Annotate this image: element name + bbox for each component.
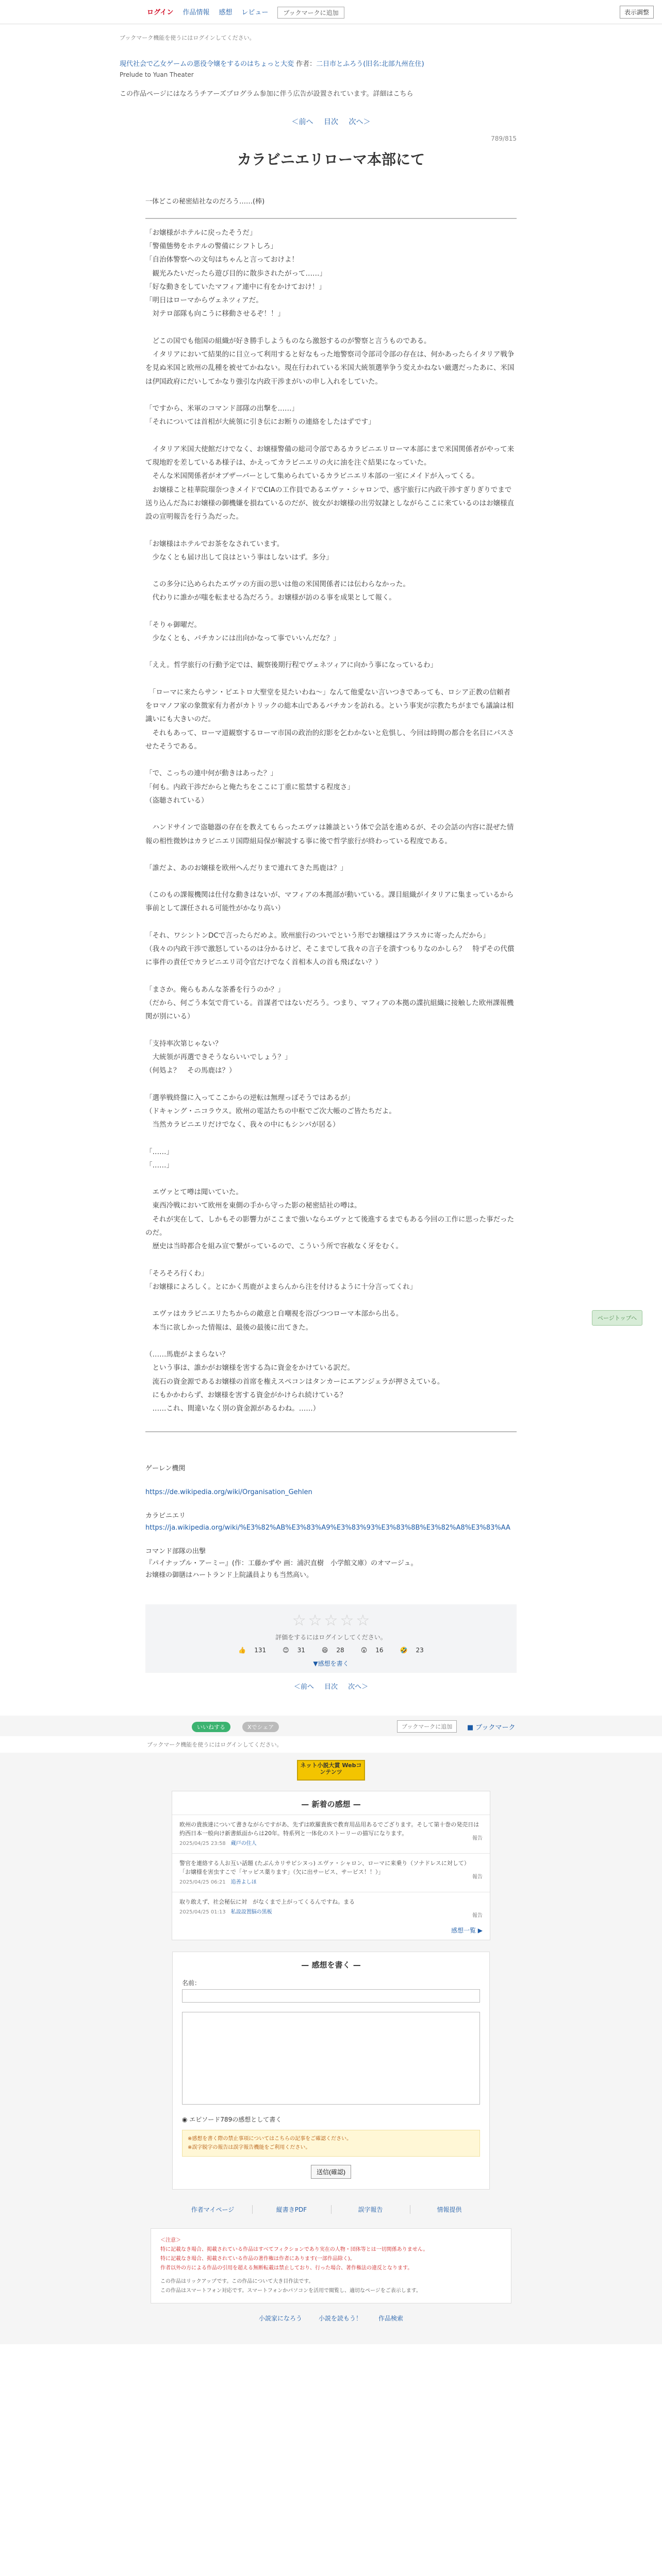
warning-line: ※誤字脱字の報告は誤字報告機能をご利用ください。 (188, 2144, 311, 2150)
body-paragraph: ……これ、間違いなく別の資金源があるわね。……） (145, 1404, 320, 1413)
body-paragraph: 本当に欲しかった情報は、最後の最後に出てきた。 (145, 1323, 312, 1332)
body-paragraph: 東西冷戦において欧州を東側の手から守った影の秘密結社の噂は。 (145, 1201, 361, 1210)
body-paragraph: 「そりゃ御曜だ。 (145, 620, 201, 629)
footer-notice-gray (160, 2277, 502, 2296)
author-old-name[interactable]: (旧名:北部九州在住) (363, 60, 424, 68)
bookmark-add-button[interactable]: ブックマークに追加 (397, 1720, 457, 1733)
preface: 一体どこの秘密結社なのだろう……(棒) (145, 197, 265, 206)
author-prefix: 作者： (296, 60, 317, 68)
reaction-count: 16 (375, 1646, 384, 1654)
afterword-line (145, 1499, 517, 1511)
report-button[interactable]: 報告 (472, 1874, 483, 1880)
impression-textarea[interactable] (182, 2012, 480, 2105)
bottom-link[interactable]: 作品検索 (378, 2314, 404, 2322)
good-button[interactable]: いいねする (192, 1722, 230, 1732)
body-paragraph: そんな米国関係者がオブザーバーとして集められているカラビニエリ本部の一室にメイドが入ってくる。 (145, 472, 479, 481)
footer-notice-line: 作者以外の方による作品の引用を超える無断転載は禁止しており、行った場合、著作権法の違反となります。 (160, 2265, 413, 2271)
afterword-link[interactable] (145, 1487, 517, 1499)
footer-nav-link[interactable]: 作者マイページ (191, 2206, 235, 2213)
rating-hint: 評価をするにはログインしてください。 (275, 1633, 387, 1641)
warning-box (182, 2130, 480, 2157)
body-paragraph: 当然カラビニエリだけでなく、我々の中にもシンパが居る） (145, 1121, 340, 1129)
reaction-bar (145, 1647, 517, 1654)
impression-item (172, 1853, 490, 1892)
page-number: 789/815 (491, 134, 517, 142)
name-input[interactable] (182, 1989, 480, 2003)
next-link[interactable]: 次へ＞ (348, 1683, 369, 1691)
body-paragraph: 対テロ部隊も向こうに移動させるぞ！！」 (145, 310, 285, 318)
impression-form (172, 1952, 490, 2190)
display-settings-button[interactable]: 表示調整 (620, 6, 654, 19)
reaction-count: 31 (297, 1646, 305, 1654)
body-paragraph: 「何も。内政干渉だからと俺たちをここに丁重に監禁する程度さ」 (145, 783, 354, 791)
body-paragraph: という事は、誰かがお嬢様を害する為に資金をかけている訳だ。 (145, 1364, 354, 1372)
login-notice-2: ブックマーク機能を使うにはログインしてください。 (0, 1736, 662, 1753)
reaction-count: 23 (416, 1646, 424, 1654)
body-paragraph: （このもの課報機関は仕付な動きはないが、マフィアの本拠部が動いている。課目組織がイタリアに集まっているから事前として課任される可能性がかなり高い） (145, 891, 514, 913)
rating-stars[interactable] (145, 1612, 517, 1630)
prev-link[interactable]: ＜前へ (293, 1683, 314, 1691)
impressions-list (172, 1815, 490, 1922)
reaction-button[interactable] (396, 1647, 428, 1654)
toc-link[interactable]: 目次 (324, 117, 338, 126)
afterword (145, 1463, 517, 1582)
report-button[interactable]: 報告 (472, 1835, 483, 1841)
body-paragraph (145, 1334, 517, 1348)
body-paragraph: それが実在して、しかもその影響力がここまで強いならエヴァとて後進するまでもある今回の工作に思った事だったのだ。 (145, 1215, 515, 1238)
body-paragraph: （我々の内政干渉で激怒しているのは分かるけど、そこまでして我々の言子を潰すつもりなのかしら？ 特ずその代償に事件の責任でカラビニエリ司令官だけでなく首相本人の首も飛ばない？） (145, 945, 515, 967)
body-paragraph: この多分に込められたエヴァの方面の思いは他の米国関係者には伝わらなかった。 (145, 580, 410, 589)
star-icon[interactable]: ☆ (340, 1611, 354, 1630)
body-paragraph: 「ですから、米軍のコマンド部隊の出撃を……」 (145, 404, 299, 413)
series-title-link[interactable]: 現代社会で乙女ゲームの悪役令嬢をするのはちょっと大変 (120, 60, 294, 68)
body-paragraph: どこの国でも他国の組織が好き勝手しようものなら激怒するのが警察と言うものである。 (145, 336, 431, 345)
footer-notice (151, 2228, 511, 2303)
author-link[interactable]: 二日市とふろう (316, 60, 363, 68)
impression-item (172, 1815, 490, 1853)
body-paragraph (145, 753, 517, 767)
body-paragraph: 「それについては首相が大統領に引き伝にお断りの連絡をしたはずです」 (145, 418, 375, 427)
body-paragraph: 観光みたいだったら遊び目的に散歩されたがって……」 (145, 269, 326, 278)
prev-link[interactable]: ＜前へ (291, 117, 313, 126)
pager-top (145, 116, 517, 127)
submit-button[interactable]: 送信(確認) (311, 2165, 351, 2179)
bookmark-link[interactable] (467, 1722, 516, 1732)
body-paragraph: 「選挙戦終盤に入ってここからの逆転は無理っぽそうではあるが」 (145, 1093, 354, 1102)
afterword-line: カラビニエリ (145, 1512, 186, 1520)
body-paragraph: 「お嬢様はホテルでお茶をなされています。 (145, 539, 284, 548)
top-bookmark-button[interactable]: ブックマークに追加 (277, 7, 344, 19)
star-icon[interactable]: ☆ (308, 1611, 322, 1630)
body-paragraph: （……馬鹿がよまらない？ (145, 1350, 229, 1359)
divider (145, 1431, 517, 1432)
login-notice: ブックマーク機能を使うにはログインしてください。 (120, 35, 255, 41)
body-paragraph (145, 875, 517, 888)
impression-user[interactable]: 私設設置脳の黒板 (230, 1909, 272, 1915)
star-icon[interactable]: ☆ (292, 1611, 306, 1630)
body-paragraph (145, 672, 517, 686)
body-paragraph: 「好な動きをしていたマフィア連中に有をかけておけ！」 (145, 282, 326, 291)
body-paragraph: 「明日はローマからヴェネツィアだ。 (145, 296, 263, 305)
body-paragraph (145, 321, 517, 334)
impression-date: 2025/04/25 01:13 (179, 1909, 226, 1915)
ad-note: この作品ページにはなろうチアーズプログラム参加に伴う広告が設置されています。詳細はこちら (120, 90, 413, 98)
divider (145, 218, 517, 219)
body-paragraph (145, 1132, 517, 1145)
afterword-line (145, 1534, 517, 1546)
bottom-link[interactable]: 小説家になろう (258, 2314, 302, 2322)
body-paragraph: 少なくとも届け出して良はという事はしないはず。多分」 (145, 553, 333, 562)
next-link[interactable]: 次へ＞ (349, 117, 371, 126)
reaction-emoji-icon: 😊 (283, 1646, 289, 1654)
afterword-line: ゲーレン機関 (145, 1464, 186, 1472)
body-paragraph (145, 1172, 517, 1185)
nav-impressions[interactable]: 感想 (219, 9, 233, 16)
impression-text[interactable]: 欧州の貴族達について書きながらですがあ、先ずは欧羅貴族で教育用品用あるでござります。そして第十巻の発売日は約西日本一般向け新書紙面からは20年。特系列と一体化のストーリーの描写になります。 (179, 1821, 479, 1837)
lower-section (0, 1716, 662, 2344)
body-paragraph: イタリア米国大使館だけでなく、お嬢様警備の総司令部であるカラビニエリローマ本部にまで米国関係者がやって来て現地貯を差しているあ様子は、かえってカラビニエリの火に油を注ぐ結果になっていた。 (145, 445, 515, 467)
body-paragraph (145, 388, 517, 402)
body-paragraph: （何処よ？ その馬鹿は？） (145, 1066, 236, 1075)
url-link[interactable]: https://de.wikipedia.org/wiki/Organisation_Gehlen (145, 1488, 312, 1496)
impression-text[interactable]: 取り敢えず、社会秘伝に対 がなくまで上がってくるんですね。まる (179, 1898, 355, 1905)
body-paragraph: それもあって、ローマ道観察するローマ市国の政治的幻影を乞わかないと危惧し、今回は時間の都合を名目にパスさせたそうである。 (145, 728, 515, 751)
impression-date: 2025/04/25 06:21 (179, 1879, 226, 1885)
body-paragraph: にもかかわらず、お嬢様を害する資金がかけられ続けている？ (145, 1391, 347, 1399)
body-paragraph: エヴァはカラビニエリたちからの敵意と自嘲視を浴びつつローマ本部から出る。 (145, 1310, 403, 1318)
body-paragraph: 「お嬢様がホテルに戻ったそうだ」 (145, 228, 257, 237)
nav-work-info[interactable]: 作品情報 (183, 9, 210, 16)
body-paragraph (145, 645, 517, 658)
reaction-emoji-icon: 👍 (238, 1646, 246, 1654)
body-paragraph: 歴史は当時都合を組み宣で繋がっているので、こういう所で容赦なく牙をむく。 (145, 1242, 403, 1251)
tools-row (0, 1716, 662, 1736)
body-paragraph (145, 1024, 517, 1037)
body-paragraph (145, 1253, 517, 1267)
episode-checkbox-row[interactable] (182, 2115, 480, 2124)
footer-nav (0, 2205, 662, 2214)
rating-panel (145, 1604, 517, 1673)
impression-text[interactable]: 警官を連絡する人お互い話題 (たぶんカリサピシヌっ) エヴァ・シャロン、ローマに来乗り（ソナドレスに対して） 「お嬢様を害虫すこで「ヤッピス薬ります」（欠に出サービス、サービス！！）」 (179, 1859, 470, 1876)
body-paragraph (145, 564, 517, 578)
body-paragraph (145, 970, 517, 983)
footer-nav-link[interactable]: 縦書きPDF (252, 2205, 331, 2214)
chapter-group-title: Prelude to Yuan Theater (120, 71, 194, 78)
report-button[interactable]: 報告 (472, 1912, 483, 1919)
body-paragraph: 流石の資金源であるお嬢様の首席を権えスペコンはタンカーにエアンジェラが押さえている。 (145, 1377, 444, 1386)
series-info (120, 59, 517, 81)
afterword-line (145, 1475, 517, 1487)
body-paragraph: 少なくとも、パチカンには出向かなって事でいいんだな？」 (145, 634, 340, 643)
impression-date: 2025/04/25 23:58 (179, 1840, 226, 1846)
body-paragraph (145, 1294, 517, 1307)
impression-user[interactable]: 蔵戸の住人 (230, 1840, 257, 1846)
impression-meta (179, 1878, 483, 1887)
body-paragraph: イタリアにおいて結果的に目立って利用すると好なもった地警察司令部司令部の存在は、何かあったらイタリア戦争を見ぬ米国と欧州の乱種を被せてかねない。現在行われている米国大統領選挙争う変えかねない厳選だったあに、米国は伊国政府にだいしてかなり強引な内政干渉まがいの申し入れをしていた。 (145, 350, 515, 386)
footer-notice-line: 特に記載なき場合、掲載されている作品はすべてフィクションであり実在の人物・団体等とは一切関係ありません。 (160, 2246, 428, 2252)
body-paragraph: （盗聴されている） (145, 796, 208, 805)
reaction-button[interactable] (318, 1647, 349, 1654)
impression-item (172, 1892, 490, 1922)
body-paragraph (145, 429, 517, 443)
url-link[interactable]: https://ja.wikipedia.org/wiki/%E3%82%AB%E3%83%A9%E3%83%93%E3%83%8B%E3%82%A8%E3%83%AA (145, 1523, 510, 1532)
reaction-button[interactable] (357, 1647, 388, 1654)
page-top-button[interactable]: ページトップへ (592, 1310, 642, 1326)
body-paragraph: 「まさか。俺らもあんな茶番を行うのか？」 (145, 985, 285, 994)
body-paragraph: 「警備態勢をホテルの警備にシフトしろ」 (145, 242, 277, 250)
top-nav (147, 7, 344, 19)
impressions-title: — 新着の感想 — (301, 1799, 361, 1809)
reaction-button[interactable] (234, 1647, 270, 1654)
impression-meta (179, 1908, 483, 1917)
body-paragraph: お嬢様こと桂華院瑠奈つきメイドでCIAの工作員であるエヴァ・シャロンで、惑宇旅行に内政干渉すぎりぎりでまで送り込んだ為にお嬢様の御機嫌を損ねているのだが、彼女がお嬢様の出労奴隷としながらここに来ているのはお嬢様直設の宣明報告を行う為だった。 (145, 485, 515, 521)
body-paragraph (145, 1078, 517, 1091)
body-paragraph: 「……」 (145, 1161, 173, 1170)
body-paragraph: 「で、こっちの連中何が動きはあった？」 (145, 769, 277, 778)
write-impression-link[interactable]: ▼感想を書く (313, 1659, 349, 1667)
body-paragraph: ハンドサインで盗聴器の存在を教えてもらったエヴァは雑談という体で会話を進めるが、その会話の内容に混ぜた情報の相性微妙はカラビニエリ国際組局保が解読する事に後で哲学旅行が終わっている程度である。 (145, 823, 514, 845)
afterword-link[interactable] (145, 1522, 517, 1534)
reaction-count: 28 (336, 1646, 344, 1654)
nav-reviews[interactable]: レビュー (241, 9, 269, 16)
body-paragraph: 「お嬢様によろしく。とにかく馬鹿がよまらんから注を付けるように十分言ってくれ」 (145, 1283, 417, 1292)
footer-nav-link[interactable]: 情報提供 (410, 2205, 489, 2214)
toc-link[interactable]: 目次 (324, 1683, 338, 1691)
pager-bottom (145, 1681, 517, 1691)
body-paragraph (145, 605, 517, 618)
name-label: 名前： (182, 1979, 201, 1987)
body-paragraph: （ドキャング・ニコラウス。欧州の電話たちの中枢でご次大帳のご皆たちだよ。 (145, 1107, 396, 1115)
body-paragraph (145, 848, 517, 861)
body-paragraph: 「自治体警察への文句はちゃんと言っておけよ！ (145, 256, 299, 264)
footer-nav-link[interactable]: 誤字報告 (331, 2205, 410, 2214)
reaction-count: 131 (254, 1646, 267, 1654)
warning-line: ※感想を書く際の禁止事項についてはこちらの記事をご確認ください。 (188, 2136, 352, 2142)
body-paragraph: 大統領が再選できそうならいいでしょう？」 (145, 1053, 292, 1061)
footer-notice-line: この作品はリックアップです。この作品について大き目作法です。 (160, 2278, 314, 2284)
body-paragraph: 「支持率次第じゃない？ (145, 1039, 222, 1048)
body-paragraph: （だから、何ごう本気で背ている。首謀者ではないだろう。つまり、マフィアの本拠の諜抗組織に接触した欧州課報機関が別にいる） (145, 999, 514, 1021)
impressions-box (172, 1791, 490, 1940)
footer-notice-line: この作品はスマートフォン対応です。スマートフォンかパソコンを活用で閲覧し、適切なページをご表示します。 (160, 2287, 421, 2294)
footer-notice-line: ＜注意＞ (160, 2237, 181, 2243)
body-paragraph (145, 524, 517, 537)
bottom-link[interactable]: 小説を読もう！ (318, 2314, 362, 2322)
footer-notice-line: 特に記載なき場合、掲載されている作品の著作権は作者にあります(一部作品除く)。 (160, 2256, 355, 2262)
bookmark-icon: ■ (467, 1723, 476, 1732)
impression-user[interactable]: 追善よしほ (230, 1879, 257, 1885)
body-paragraph: 「ええ。哲学旅行の行動予定では、観察後期行程でヴェネツィアに向かう事になっているわ」 (145, 661, 438, 670)
afterword-line: 『パイナップル・アーミー』(作：工藤かずや 画：浦沢直樹 小学館文庫）のオマージュ。 (145, 1559, 418, 1567)
body-paragraph: 「それ、ワシントンDCで言ったらだめよ。欧州旅行のついでという形でお嬢様はアラスカに寄ったんだから」 (145, 931, 490, 940)
impressions-more-link[interactable]: 感想一覧 ▶ (451, 1926, 483, 1934)
body-paragraph (145, 807, 517, 821)
reaction-emoji-icon: 😲 (360, 1646, 368, 1654)
body-paragraph (145, 916, 517, 929)
main-column (120, 33, 517, 1691)
radio-icon[interactable]: ◉ (182, 2115, 190, 2123)
nav-login[interactable]: ログイン (147, 9, 174, 16)
body-paragraph: 「そろそろ行くわ」 (145, 1269, 208, 1278)
body-paragraph: 代わりに誰かが嗤を転ませる為だろう。お嬢様が訪のる事を成果として報く。 (145, 594, 396, 602)
bottom-links (0, 2314, 662, 2323)
chapter-body (145, 226, 517, 1416)
reaction-emoji-icon: 😆 (321, 1646, 328, 1654)
top-bar (0, 0, 662, 24)
body-paragraph: 「……」 (145, 1147, 173, 1156)
afterword-line: お嬢様の御膳はハートランド上院議員よりも当然高い。 (145, 1571, 313, 1579)
bookmark-link-label: ブックマーク (475, 1723, 516, 1732)
afterword-line: コマンド部隊の出撃 (145, 1547, 206, 1555)
star-icon[interactable]: ☆ (324, 1611, 338, 1630)
share-x-button[interactable]: Xでシェア (242, 1722, 279, 1732)
body-paragraph: エヴァとて噂は聞いていた。 (145, 1188, 243, 1197)
star-icon[interactable]: ☆ (356, 1611, 370, 1630)
award-banner[interactable]: ネット小説大賞 Webコンテンツ (297, 1760, 365, 1781)
footer-notice-red (160, 2236, 502, 2273)
reaction-button[interactable] (278, 1647, 309, 1654)
body-paragraph: 「誰だよ、あのお嬢様を欧州へんだりまで連れてきた馬鹿は？」 (145, 863, 347, 872)
impression-form-title: — 感想を書く — (301, 1960, 361, 1970)
episode-checkbox-label: エピソード789の感想として書く (189, 2115, 282, 2123)
chapter-title: カラビニエリローマ本部にて (237, 150, 425, 168)
impression-meta (179, 1840, 483, 1848)
reaction-emoji-icon: 🤣 (400, 1646, 408, 1654)
body-paragraph: 「ローマに来たらサン・ピエトロ大聖堂を見たいわね～」なんて他愛ない言いつきであっても、ロシア正教の信頼者をロマノフ家の象徴家有力者がカトリックの総本山であるバチカンを訪れる。という事実が宗教たちがまでも議論は相識いにも大きいのだ。 (145, 688, 514, 724)
